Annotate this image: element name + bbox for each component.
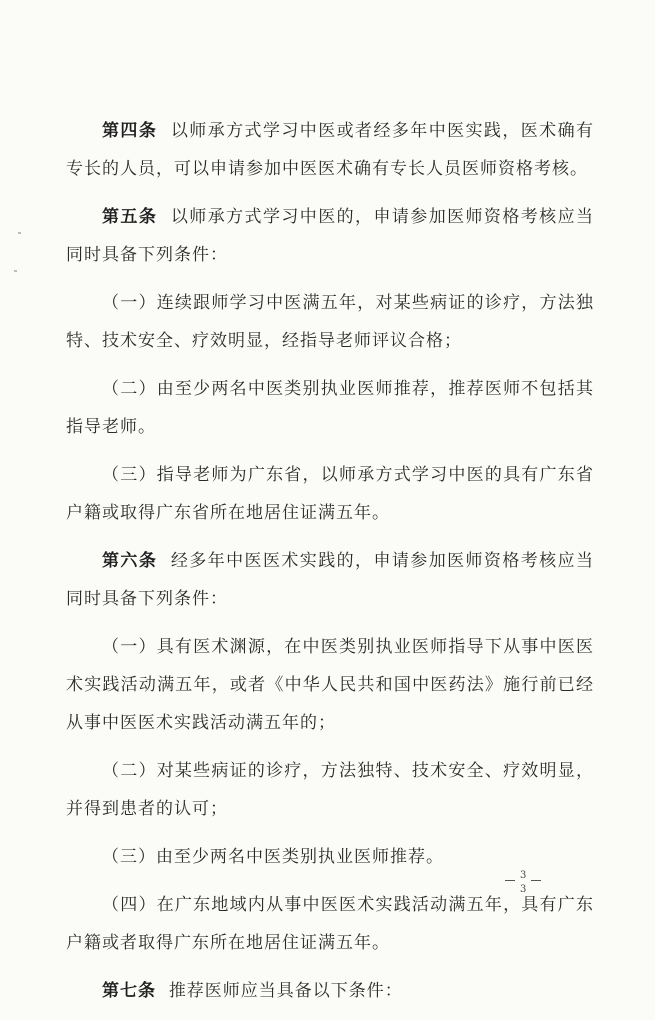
article-6-item-1 bbox=[66, 628, 594, 742]
page-number-bottom: 3 bbox=[520, 884, 527, 895]
page-number-dash-left bbox=[505, 880, 515, 881]
scan-speck bbox=[14, 270, 17, 272]
article-4-text: 以师承方式学习中医或者经多年中医实践，医术确有专长的人员，可以申请参加中医医术确有专长人员医师资格考核。 bbox=[66, 121, 595, 179]
article-5-item-3-text: （三）指导老师为广东省，以师承方式学习中医的具有广东省户籍或取得广东省所在地居住证满五年。 bbox=[66, 465, 594, 523]
article-6-item-1-text: （一）具有医术渊源，在中医类别执业医师指导下从事中医医术实践活动满五年，或者《中华人民共和国中医药法》施行前已经从事中医医术实践活动满五年的； bbox=[66, 637, 594, 733]
page-number-dash-right bbox=[531, 880, 541, 881]
scan-speck bbox=[18, 232, 21, 234]
article-6-item-2-text: （二）对某些病证的诊疗，方法独特、技术安全、疗效明显，并得到患者的认可； bbox=[66, 761, 594, 819]
article-6-heading: 第六条 bbox=[102, 551, 158, 571]
article-5-item-2-text: （二）由至少两名中医类别执业医师推荐，推荐医师不包括其指导老师。 bbox=[66, 379, 594, 437]
article-7-text: 推荐医师应当具备以下条件： bbox=[168, 981, 403, 1001]
article-5 bbox=[66, 198, 594, 274]
article-5-item-2 bbox=[66, 370, 594, 446]
article-6-item-3-text: （三）由至少两名中医类别执业医师推荐。 bbox=[102, 847, 444, 867]
article-7-heading: 第七条 bbox=[102, 981, 156, 1001]
article-6-text: 经多年中医医术实践的，申请参加医师资格考核应当同时具备下列条件： bbox=[66, 551, 595, 609]
article-6-item-2 bbox=[66, 752, 594, 828]
article-4-heading: 第四条 bbox=[102, 121, 158, 141]
article-5-item-3 bbox=[66, 456, 594, 532]
article-6-item-4-text: （四）在广东地域内从事中医医术实践活动满五年，具有广东户籍或者取得广东所在地居住证满五年。 bbox=[66, 895, 594, 953]
article-6 bbox=[66, 542, 594, 618]
page-number bbox=[505, 868, 545, 906]
article-5-heading: 第五条 bbox=[102, 207, 158, 227]
article-5-item-1 bbox=[66, 284, 594, 360]
article-4 bbox=[66, 112, 594, 188]
article-5-item-1-text: （一）连续跟师学习中医满五年，对某些病证的诊疗，方法独特、技术安全、疗效明显，经指导老师评议合格； bbox=[66, 293, 594, 351]
article-7 bbox=[66, 972, 594, 1010]
article-5-text: 以师承方式学习中医的，申请参加医师资格考核应当同时具备下列条件： bbox=[66, 207, 595, 265]
page-number-top: 3 bbox=[520, 870, 527, 881]
